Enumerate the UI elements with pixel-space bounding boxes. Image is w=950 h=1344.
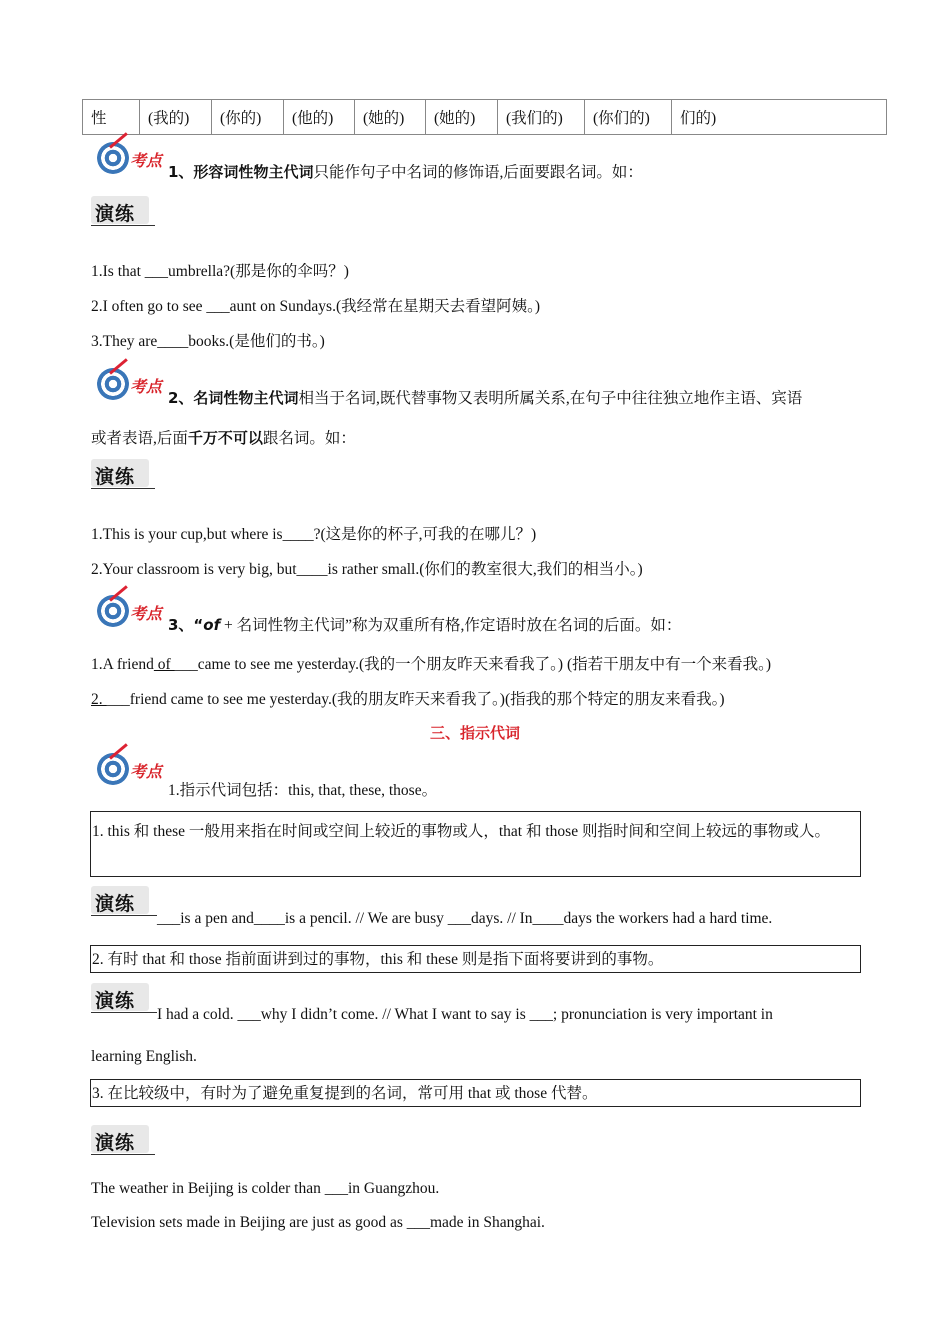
kaodian-badge	[96, 140, 168, 180]
yanlian-label: 演练	[95, 1132, 136, 1154]
table-cell: (我的)	[140, 100, 212, 135]
rule-box-3: 3. 在比较级中，有时为了避免重复提到的名词，常可用 that 或 those 代替。	[90, 1079, 861, 1107]
text: 跟名词。如：	[262, 430, 356, 447]
point-2	[168, 386, 802, 408]
kaodian-badge	[96, 366, 168, 406]
yanlian-label: 演练	[95, 203, 136, 225]
yanlian-badge	[91, 886, 155, 918]
yanlian-label: 演练	[95, 466, 136, 488]
point-1-heading: 1、形容词性物主代词	[168, 163, 314, 181]
exercise-line: The weather in Beijing is colder than ___in Guangzhou.	[91, 1180, 440, 1197]
table-cell: 们的)	[672, 100, 887, 135]
exercise-line	[91, 687, 725, 709]
kaodian-badge	[96, 751, 168, 791]
kaodian-label: 考点	[130, 604, 163, 623]
kaodian-badge	[96, 593, 168, 633]
yanlian-label: 演练	[95, 893, 136, 915]
emphasis: 千万不可以	[187, 429, 263, 447]
rule-box-2: 2. 有时 that 和 those 指前面讲到过的事物，this 和 these 则是指下面将要讲到的事物。	[90, 945, 861, 973]
yanlian-label: 演练	[95, 990, 136, 1012]
table-cell: (他的)	[284, 100, 355, 135]
exercise-line: ___is a pen and____is a pencil. // We are busy ___days. // In____days the workers had a hard time.	[157, 910, 773, 927]
table-cell: (她的)	[355, 100, 426, 135]
point-1-text: 只能作句子中名词的修饰语,后面要跟名词。如：	[313, 164, 643, 181]
exercise-line: 2.Your classroom is very big, but____is rather small.(你们的教室很大,我们的相当小。)	[91, 561, 643, 578]
underlined-text: of	[153, 656, 175, 673]
yanlian-badge	[91, 196, 155, 228]
exercise-line	[91, 652, 771, 674]
table-row	[83, 100, 887, 135]
table-cell: (我们的)	[498, 100, 585, 135]
exercise-line: 3.They are____books.(是他们的书。)	[91, 333, 325, 350]
point-3-text: + 名词性物主代词”称为双重所有格,作定语时放在名词的后面。如：	[220, 617, 682, 634]
exercise-line: Television sets made in Beijing are just as good as ___made in Shanghai.	[91, 1214, 545, 1231]
text: ___came to see me yesterday.(我的一个朋友昨天来看我了。) (指若干朋友中有一个来看我。)	[174, 656, 772, 673]
kaodian-label: 考点	[130, 151, 163, 170]
text: 1.A friend	[91, 656, 154, 673]
point-3	[168, 613, 681, 635]
underlined-text: 2.	[91, 691, 107, 708]
exercise-line: 2.I often go to see ___aunt on Sundays.(我经常在星期天去看望阿姨。)	[91, 298, 541, 315]
point-2-heading: 2、名词性物主代词	[168, 389, 299, 407]
kaodian-label: 考点	[130, 377, 163, 396]
exercise-line: I had a cold. ___why I didn’t come. // What I want to say is ___; pronunciation is very important in	[157, 1006, 773, 1023]
text: 或者表语,后面	[91, 430, 188, 447]
point-2-text: 相当于名词,既代替事物又表明所属关系,在句子中往往独立地作主语、宾语	[298, 390, 803, 407]
pronoun-table	[82, 99, 887, 135]
kaodian-label: 考点	[130, 762, 163, 781]
exercise-line: 1.Is that ___umbrella?(那是你的伞吗？)	[91, 263, 349, 280]
exercise-line: learning English.	[91, 1048, 197, 1065]
yanlian-badge	[91, 1125, 155, 1157]
yanlian-badge	[91, 983, 155, 1015]
of-word: of	[203, 616, 221, 634]
table-cell: 性	[83, 100, 140, 135]
rule-box-1: 1. this 和 these 一般用来指在时间或空间上较近的事物或人，that 和 those 则指时间和空间上较远的事物或人。	[90, 811, 861, 877]
point-2-line2	[91, 426, 356, 448]
table-cell: (你们的)	[585, 100, 672, 135]
text: ___friend came to see me yesterday.(我的朋友昨天来看我了。)(指我的那个特定的朋友来看我。)	[106, 691, 725, 708]
table-cell: (她的)	[426, 100, 498, 135]
section-title: 三、指示代词	[429, 724, 520, 742]
point-4: 1.指示代词包括：this, that, these, those。	[168, 782, 438, 799]
point-3-num: 3、“	[168, 616, 204, 634]
point-1	[168, 160, 643, 182]
exercise-line: 1.This is your cup,but where is____?(这是你的杯子,可我的在哪儿？)	[91, 526, 537, 543]
table-cell: (你的)	[212, 100, 284, 135]
yanlian-badge	[91, 459, 155, 491]
